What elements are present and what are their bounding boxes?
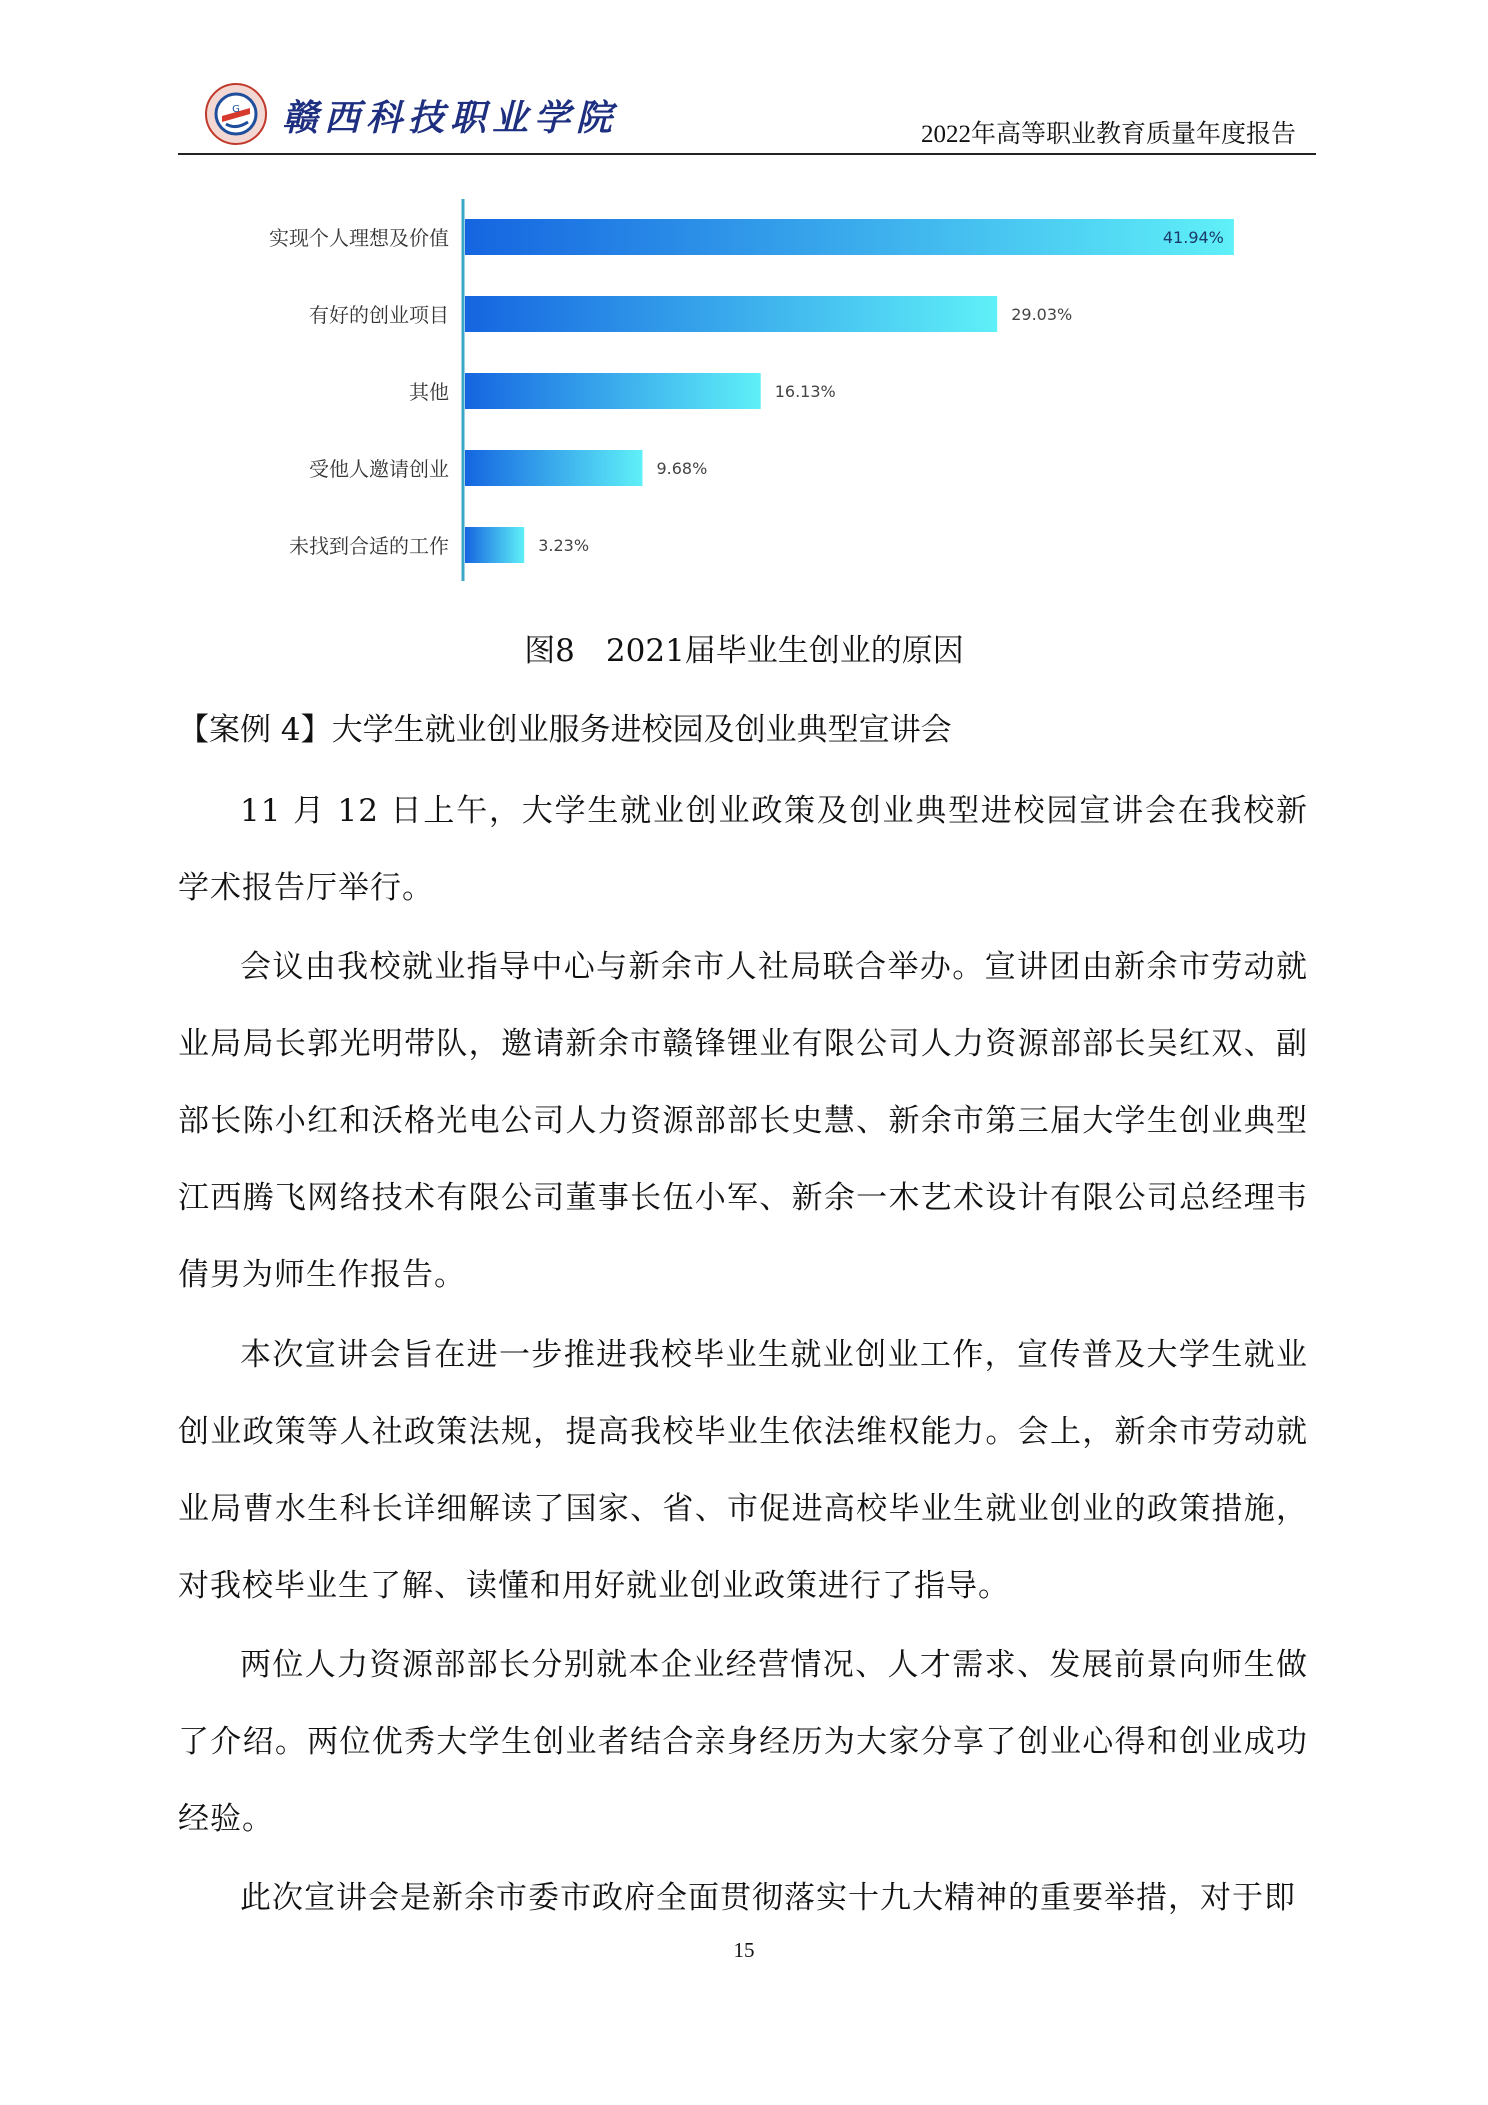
value-label: 29.03% bbox=[1011, 305, 1073, 324]
category-label: 其他 bbox=[409, 380, 449, 404]
figure-caption: 图8 2021届毕业生创业的原因 bbox=[524, 633, 964, 669]
bar bbox=[465, 296, 997, 332]
value-label: 41.94% bbox=[1162, 228, 1224, 247]
school-name: 赣西科技职业学院 bbox=[282, 97, 619, 139]
paragraph: 会议由我校就业指导中心与新余市人社局联合举办。宣讲团由新余市劳动就业局局长郭光明带队，邀请新余市赣锋锂业有限公司人力资源部部长吴红双、副部长陈小红和沃格光电公司人力资源部部长史慧、新余市第三届大学生创业典型江西腾飞网络技术有限公司董事长伍小军、新余一木艺术设计有限公司总经理韦倩男为师生作报告。 bbox=[178, 949, 1308, 1293]
bar bbox=[465, 450, 642, 486]
paragraph: 11 月 12 日上午，大学生就业创业政策及创业典型进校园宣讲会在我校新学术报告厅举行。 bbox=[178, 793, 1308, 906]
value-label: 3.23% bbox=[538, 536, 590, 555]
paragraph: 两位人力资源部部长分别就本企业经营情况、人才需求、发展前景向师生做了介绍。两位优秀大学生创业者结合亲身经历为大家分享了创业心得和创业成功经验。 bbox=[178, 1647, 1308, 1837]
bar bbox=[465, 373, 761, 409]
category-label: 有好的创业项目 bbox=[309, 303, 449, 327]
report-title: 2022年高等职业教育质量年度报告 bbox=[920, 121, 1296, 148]
category-label: 受他人邀请创业 bbox=[309, 457, 449, 481]
bar bbox=[465, 527, 524, 563]
value-label: 16.13% bbox=[774, 382, 836, 401]
page-number: 15 bbox=[733, 1938, 755, 1962]
bar-chart-svg bbox=[200, 195, 1224, 595]
reason-bar-chart bbox=[200, 195, 1224, 595]
paragraph: 本次宣讲会旨在进一步推进我校毕业生就业创业工作，宣传普及大学生就业创业政策等人社政策法规，提高我校毕业生依法维权能力。会上，新余市劳动就业局曹水生科长详细解读了国家、省、市促进高校毕业生就业创业的政策措施，对我校毕业生了解、读懂和用好就业创业政策进行了指导。 bbox=[178, 1337, 1308, 1604]
category-label: 未找到合适的工作 bbox=[289, 534, 449, 558]
svg-text:G: G bbox=[232, 104, 240, 115]
page-header bbox=[178, 78, 1316, 155]
category-label: 实现个人理想及价值 bbox=[269, 226, 449, 250]
value-label: 9.68% bbox=[656, 459, 708, 478]
paragraph: 此次宣讲会是新余市委市政府全面贯彻落实十九大精神的重要举措，对于即 bbox=[240, 1880, 1296, 1916]
case-title: 【案例 4】大学生就业创业服务进校园及创业典型宣讲会 bbox=[178, 712, 952, 748]
school-logo-icon bbox=[204, 82, 268, 146]
bar bbox=[465, 219, 1234, 255]
